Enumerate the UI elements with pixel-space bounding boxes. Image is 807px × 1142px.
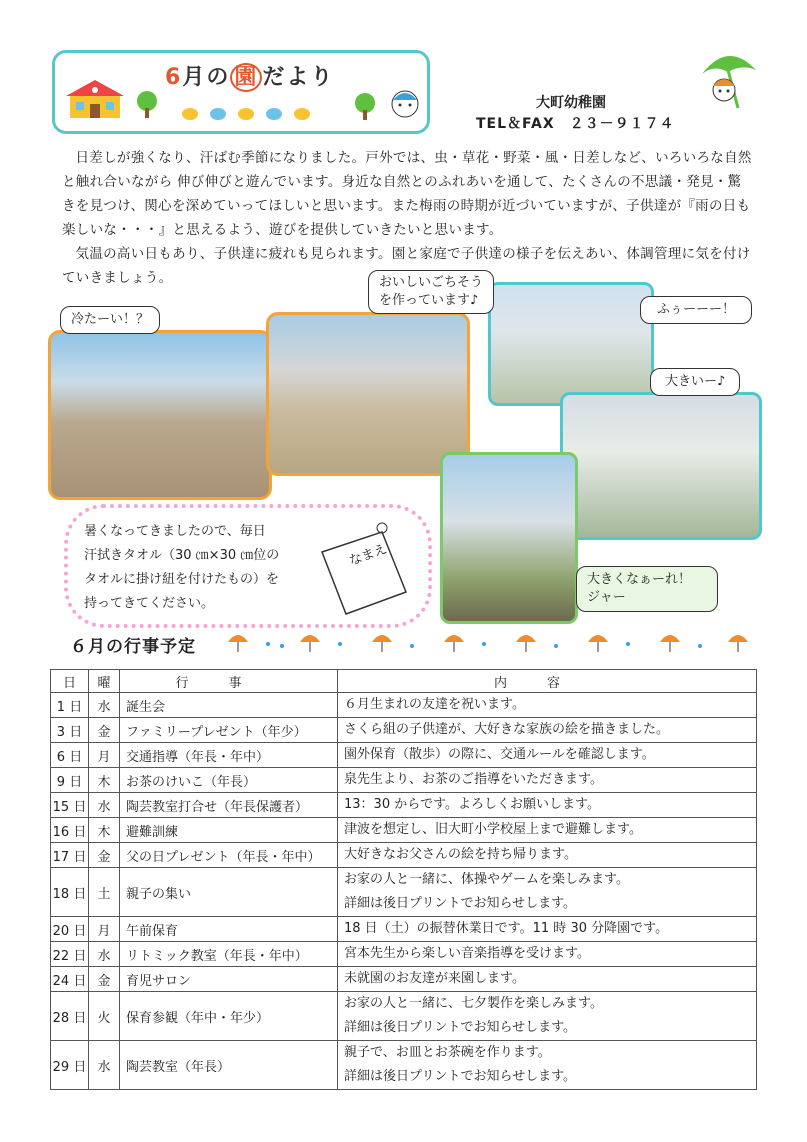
raindrop-character-icon bbox=[388, 86, 422, 120]
cell-weekday: 水 bbox=[89, 793, 120, 818]
content-line: さくら組の子供達が、大好きな家族の絵を描きました。 bbox=[344, 722, 670, 737]
intro-paragraph: 日差しが強くなり、汗ばむ季節になりました。戸外では、虫・草花・野菜・風・日差しなど、いろいろな自然と触れ合いながら 伸び伸びと遊んでいます。身近な自然とのふれあいを通して、たくさんの不思議・発見・驚きを見つけ、関心を深めていってほしいと思います。また梅雨の時期が近づいていますが、子供達が『雨の日も楽しいな・・・』と思えるよう、遊びを提供していきたいと思います。 bbox=[62, 150, 752, 238]
content-line: 13：30 からです。よろしくお願いします。 bbox=[344, 797, 601, 812]
cell-weekday: 金 bbox=[89, 718, 120, 743]
cell-event: 親子の集い bbox=[120, 868, 338, 917]
photo-big-bubble bbox=[560, 392, 762, 540]
cell-content bbox=[338, 1041, 757, 1090]
cell-content bbox=[338, 818, 757, 843]
cell-weekday: 水 bbox=[89, 942, 120, 967]
cell-weekday: 水 bbox=[89, 1041, 120, 1090]
cell-day: 22 日 bbox=[51, 942, 89, 967]
table-row bbox=[51, 818, 757, 843]
table-row bbox=[51, 718, 757, 743]
content-line: 未就園のお友達が来園します。 bbox=[344, 971, 525, 986]
leaf-umbrella-mascot-icon bbox=[698, 46, 760, 116]
tree-icon bbox=[352, 92, 378, 120]
content-line: 園外保育（散歩）の際に、交通ルールを確認します。 bbox=[344, 747, 655, 762]
table-row bbox=[51, 768, 757, 793]
header-content: 内容 bbox=[338, 670, 757, 693]
cell-event: ファミリープレゼント（年少） bbox=[120, 718, 338, 743]
snail-icon bbox=[182, 108, 198, 120]
cell-content bbox=[338, 693, 757, 718]
cell-content bbox=[338, 718, 757, 743]
photo-water-play bbox=[48, 330, 272, 500]
cell-event: お茶のけいこ（年長） bbox=[120, 768, 338, 793]
speech-bubble-fuu: ふぅーーー！ bbox=[640, 296, 752, 324]
towel-line: 持ってきてください。 bbox=[84, 596, 215, 611]
header-event: 行事 bbox=[120, 670, 338, 693]
cell-weekday: 月 bbox=[89, 743, 120, 768]
cell-event: 陶芸教室（年長） bbox=[120, 1041, 338, 1090]
content-line: 詳細は後日プリントでお知らせします。 bbox=[344, 896, 577, 911]
cell-content bbox=[338, 868, 757, 917]
kindergarten-building-icon bbox=[64, 78, 126, 120]
snail-icon bbox=[210, 108, 226, 120]
cell-day: 6 日 bbox=[51, 743, 89, 768]
content-line: ６月生まれの友達を祝います。 bbox=[344, 697, 525, 712]
table-row bbox=[51, 843, 757, 868]
cell-day: 1 日 bbox=[51, 693, 89, 718]
content-line: 18 日（土）の振替休業日です。11 時 30 分降園です。 bbox=[344, 921, 669, 936]
bubble-line: を作っています♪ bbox=[379, 293, 479, 308]
intro-paragraph: 気温の高い日もあり、子供達に疲れも見られます。園と家庭で子供達の様子を伝えあい、体調管理に気を付けていきましょう。 bbox=[62, 246, 751, 286]
content-line: 津波を想定し、旧大町小学校屋上まで避難します。 bbox=[344, 822, 642, 837]
cell-weekday: 金 bbox=[89, 843, 120, 868]
bubble-line: おいしいごちそう bbox=[379, 275, 484, 290]
towel-line: 汗拭きタオル（30 ㎝×30 ㎝位の bbox=[84, 548, 280, 563]
towel-line: タオルに掛け紐を付けたもの）を bbox=[84, 572, 280, 587]
cell-event: 午前保育 bbox=[120, 917, 338, 942]
content-line: 詳細は後日プリントでお知らせします。 bbox=[344, 1020, 577, 1035]
cell-day: 3 日 bbox=[51, 718, 89, 743]
towel-line: 暑くなってきましたので、毎日 bbox=[84, 524, 266, 539]
cell-day: 28 日 bbox=[51, 992, 89, 1041]
cell-content bbox=[338, 992, 757, 1041]
cell-weekday: 金 bbox=[89, 967, 120, 992]
cell-event: 保育参観（年中・年少） bbox=[120, 992, 338, 1041]
bubble-line: 大きくなぁーれ！ bbox=[587, 572, 692, 587]
tree-icon bbox=[134, 90, 160, 118]
table-header-row bbox=[51, 670, 757, 693]
cell-weekday: 木 bbox=[89, 818, 120, 843]
cell-event: 陶芸教室打合せ（年長保護者） bbox=[120, 793, 338, 818]
table-row bbox=[51, 868, 757, 917]
school-name: 大町幼稚園 bbox=[536, 95, 606, 111]
speech-bubble-grow bbox=[576, 566, 718, 612]
content-line: 大好きなお父さんの絵を持ち帰ります。 bbox=[344, 847, 577, 862]
table-row bbox=[51, 793, 757, 818]
content-line: 宮本先生から楽しい音楽指導を受けます。 bbox=[344, 946, 590, 961]
header-day: 日 bbox=[51, 670, 89, 693]
cell-day: 24 日 bbox=[51, 967, 89, 992]
intro-text bbox=[62, 146, 752, 290]
content-line: お家の人と一緒に、七夕製作を楽しみます。 bbox=[344, 996, 603, 1011]
speech-bubble-cooking bbox=[368, 270, 494, 314]
cell-event: 交通指導（年長・年中） bbox=[120, 743, 338, 768]
content-line: 親子で、お皿とお茶碗を作ります。 bbox=[344, 1045, 551, 1060]
cell-content bbox=[338, 743, 757, 768]
cell-event: 誕生会 bbox=[120, 693, 338, 718]
cell-content bbox=[338, 917, 757, 942]
photo-watering-plants bbox=[440, 452, 578, 624]
cell-event: リトミック教室（年長・年中） bbox=[120, 942, 338, 967]
cell-content bbox=[338, 942, 757, 967]
name-tag-icon bbox=[314, 520, 414, 620]
cell-weekday: 火 bbox=[89, 992, 120, 1041]
table-row bbox=[51, 743, 757, 768]
cell-day: 15 日 bbox=[51, 793, 89, 818]
cell-weekday: 木 bbox=[89, 768, 120, 793]
cell-content bbox=[338, 793, 757, 818]
cell-weekday: 土 bbox=[89, 868, 120, 917]
snail-icon bbox=[238, 108, 254, 120]
cell-day: 29 日 bbox=[51, 1041, 89, 1090]
cell-day: 20 日 bbox=[51, 917, 89, 942]
content-line: 泉先生より、お茶のご指導をいただきます。 bbox=[344, 772, 603, 787]
cell-event: 避難訓練 bbox=[120, 818, 338, 843]
snail-icon bbox=[266, 108, 282, 120]
table-row bbox=[51, 917, 757, 942]
cell-day: 16 日 bbox=[51, 818, 89, 843]
content-line: お家の人と一緒に、体操やゲームを楽しみます。 bbox=[344, 872, 629, 887]
cell-content bbox=[338, 843, 757, 868]
speech-bubble-big: 大きいー♪ bbox=[650, 368, 740, 396]
table-row bbox=[51, 992, 757, 1041]
table-row bbox=[51, 942, 757, 967]
cell-day: 17 日 bbox=[51, 843, 89, 868]
cell-content bbox=[338, 768, 757, 793]
cell-event: 育児サロン bbox=[120, 967, 338, 992]
cell-weekday: 水 bbox=[89, 693, 120, 718]
photo-bubble-blowing bbox=[488, 282, 654, 406]
photo-sand-cooking bbox=[266, 312, 470, 476]
cell-event: 父の日プレゼント（年長・年中） bbox=[120, 843, 338, 868]
umbrella-decoration-icon bbox=[226, 628, 756, 658]
newsletter-title: 6月の 園 だより bbox=[165, 65, 335, 90]
cell-content bbox=[338, 967, 757, 992]
cell-weekday: 月 bbox=[89, 917, 120, 942]
towel-notice-text bbox=[84, 520, 324, 616]
schedule-title: ６月の行事予定 bbox=[70, 637, 196, 657]
cell-day: 9 日 bbox=[51, 768, 89, 793]
table-row bbox=[51, 1041, 757, 1090]
table-row bbox=[51, 967, 757, 992]
cell-day: 18 日 bbox=[51, 868, 89, 917]
table-row bbox=[51, 693, 757, 718]
header-weekday: 曜 bbox=[89, 670, 120, 693]
name-tag-label: なまえ bbox=[347, 541, 390, 570]
schedule-table bbox=[50, 669, 757, 1090]
snail-icon bbox=[294, 108, 310, 120]
school-phone: TEL＆FAX ２３－９１７４ bbox=[476, 116, 675, 132]
speech-bubble-cold: 冷たーい！？ bbox=[60, 306, 160, 334]
content-line: 詳細は後日プリントでお知らせします。 bbox=[344, 1069, 577, 1084]
bubble-line: ジャー bbox=[587, 590, 626, 605]
